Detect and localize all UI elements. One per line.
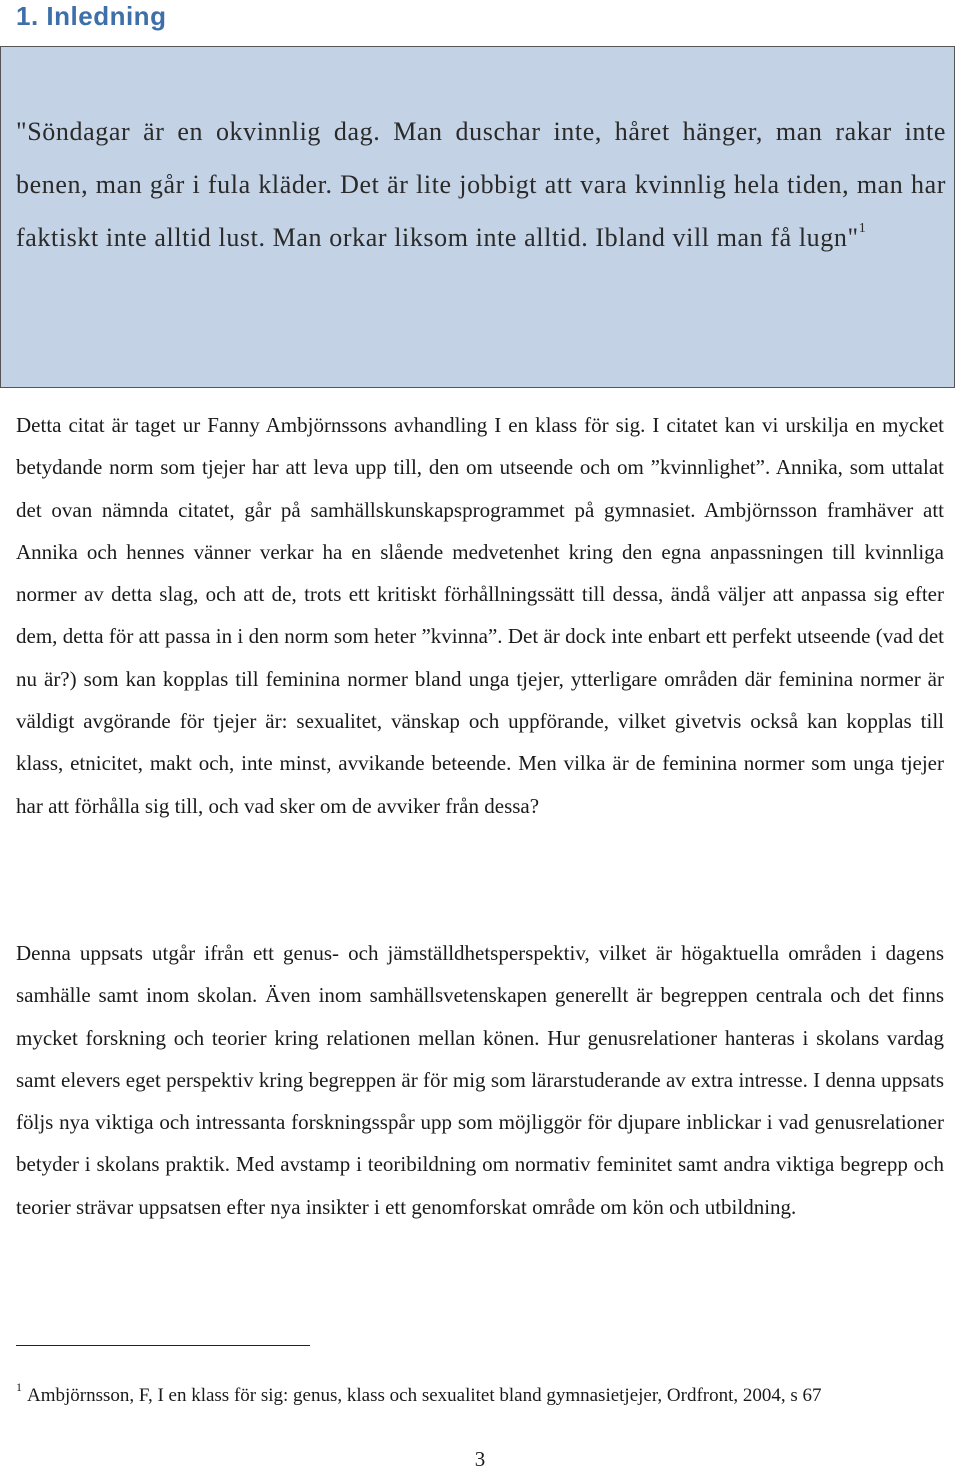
paragraph: Denna uppsats utgår ifrån ett genus- och jämställdhetsperspektiv, vilket är högaktuella områden i dagens samhälle samt inom skolan. Även inom samhällsvetenskapen generellt är begreppen centrala och det finns mycket forskning och teorier kring relationen mellan könen. Hur genusrelationer hanteras i skolans vardag samt elevers eget perspektiv kring begreppen är för mig som lärarstuderande av extra intresse. I denna uppsats följs nya viktiga och intressanta forskningsspår upp som möjliggör för djupare inblickar i vad genusrelationer betyder i skolans praktik. Med avstamp i teoribildning om normativ feminitet samt andra viktiga begrepp och teorier strävar uppsatsen efter nya insikter i ett genomforskat område om kön och utbildning.: [16, 941, 944, 1219]
page-number: 3: [474, 1447, 486, 1471]
section-heading: 1. Inledning: [16, 1, 167, 31]
paragraph: Detta citat är taget ur Fanny Ambjörnssons avhandling I en klass för sig. I citatet kan vi urskilja en mycket betydande norm som tjejer har att leva upp till, den om utseende och om ”kvinnlighet”. Annika, som uttalat det ovan nämnda citatet, går på samhällskunskapsprogrammet på gymnasiet. Ambjörnsson framhäver att Annika och hennes vänner verkar ha en slående medvetenhet kring den egna anpassningen till kvinnliga normer av detta slag, och att de, trots ett kritiskt förhållningssätt till dessa, ändå väljer att anpassa sig efter dem, detta för att passa in i den norm som heter ”kvinna”. Det är dock inte enbart ett perfekt utseende (vad det nu är?) som kan kopplas till feminina normer bland unga tjejer, ytterligare områden där feminina normer är väldigt avgörande för tjejer är: sexualitet, vänskap och uppförande, vilket givetvis också kan kopplas till klass, etnicitet, makt och, inte minst, avvikande beteende. Men vilka är de feminina normer som unga tjejer har att förhålla sig till, och vad sker om de avviker från dessa?: [16, 413, 944, 818]
footnote: [16, 1382, 946, 1410]
footnote-reference: 1: [858, 221, 867, 236]
quote-text: [16, 105, 946, 264]
footnote-separator: [16, 1345, 310, 1346]
footnote-text: Ambjörnsson, F, I en klass för sig: genus, klass och sexualitet bland gymnasietjejer, Ordfront, 2004, s 67: [27, 1385, 822, 1406]
footnote-number: 1: [16, 1380, 22, 1394]
quote-body: "Söndagar är en okvinnlig dag. Man duschar inte, håret hänger, man rakar inte benen, man går i fula kläder. Det är lite jobbigt att vara kvinnlig hela tiden, man har faktiskt inte alltid lust. Man orkar liksom inte alltid. Ibland vill man få lugn": [16, 117, 946, 252]
